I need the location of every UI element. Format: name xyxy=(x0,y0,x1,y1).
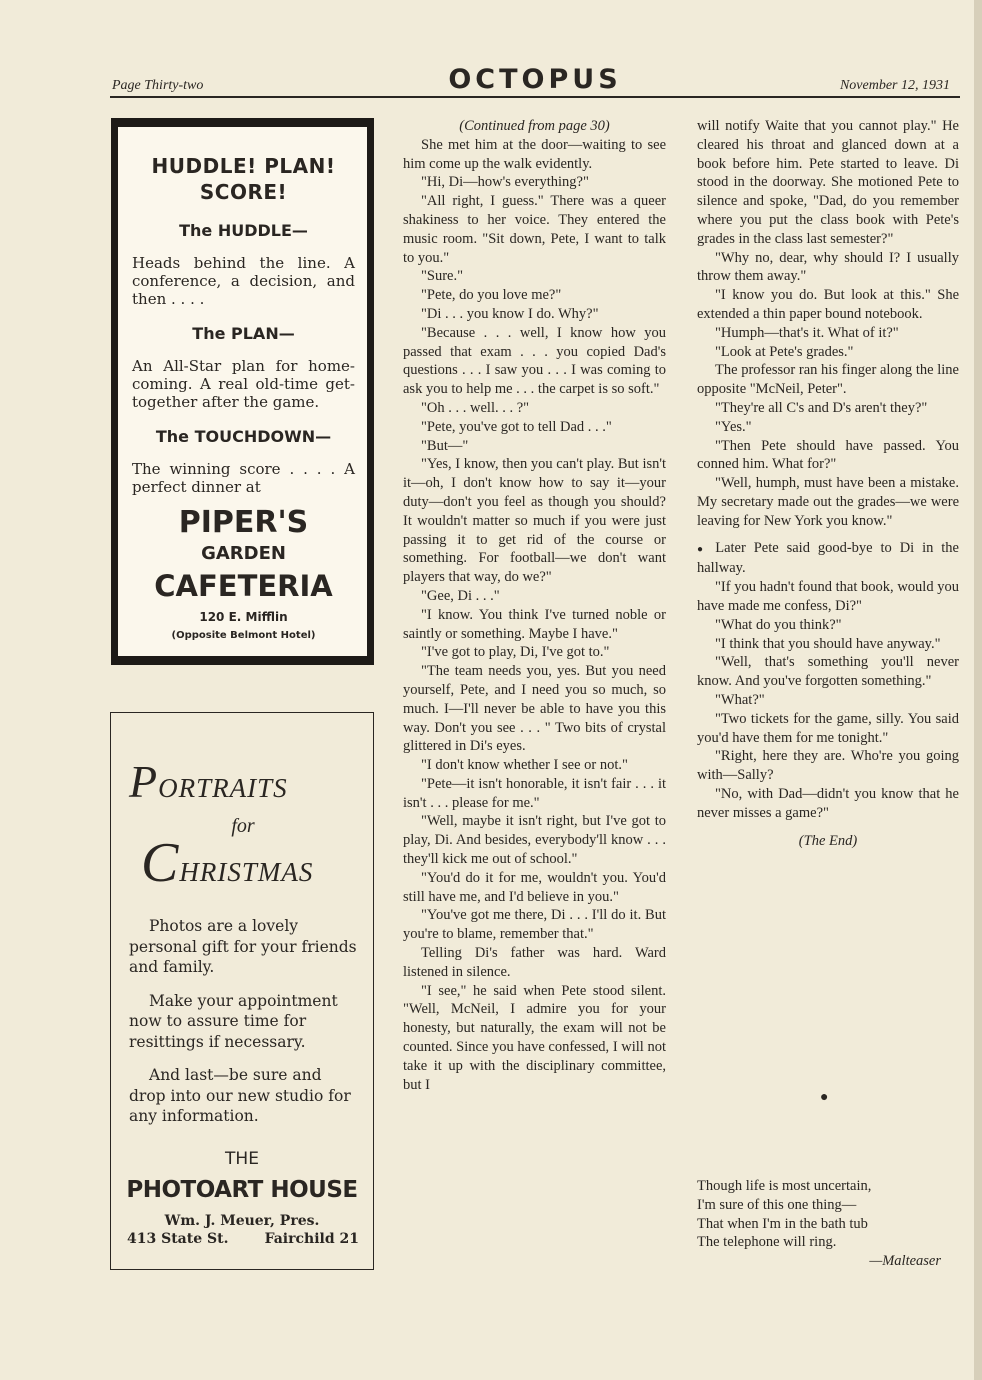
story-paragraph: "Hi, Di—how's everything?" xyxy=(421,174,589,191)
story-paragraph: "Why no, dear, why should I? I usually throw them away." xyxy=(697,249,959,285)
story-paragraph: "Because . . . well, I know how you passed that exam . . . you copied Dad's questions . . . I saw you . . . I was coming to ask you to help me . . . the carpet is so soft." xyxy=(403,324,666,398)
studio-phone: Fairchild 21 xyxy=(264,1231,359,1247)
story-paragraph: "Well, humph, must have been a mistake. My secretary made out the grades—we were leaving for New York you know." xyxy=(697,475,959,529)
story-paragraph: "I think that you should have anyway." xyxy=(715,635,941,652)
story-paragraph: "What do you think?" xyxy=(715,616,842,633)
story-paragraph: "I know. You think I've turned noble or saintly or something. Maybe I have." xyxy=(403,606,666,642)
issue-date: November 12, 1931 xyxy=(839,78,950,93)
story-paragraph: "Di . . . you know I do. Why?" xyxy=(421,305,599,322)
studio-address: 413 State St. xyxy=(127,1231,229,1247)
poem xyxy=(697,1177,959,1271)
story-paragraph: "Yes." xyxy=(715,418,752,435)
story-paragraph: The professor ran his finger along the line opposite "McNeil, Peter". xyxy=(697,362,959,398)
huddle-title: The HUDDLE— xyxy=(179,221,308,240)
bullet-icon: ● xyxy=(697,543,708,555)
page-number: Page Thirty-two xyxy=(112,78,204,93)
story-paragraph: "Pete, do you love me?" xyxy=(421,287,562,304)
poem-line: That when I'm in the bath tub xyxy=(697,1215,868,1232)
page-edge xyxy=(974,0,982,1380)
magazine-title: OCTOPUS xyxy=(448,64,622,95)
ad-paragraph-3: And last—be sure and drop into our new studio for any information. xyxy=(129,1066,351,1125)
poem-line: Though life is most uncertain, xyxy=(697,1178,872,1194)
story-paragraph: "Look at Pete's grades." xyxy=(715,343,854,360)
pipers-cafeteria-ad xyxy=(111,118,374,665)
studio-name: PHOTOART HOUSE xyxy=(126,1177,358,1203)
story-paragraph: "Then Pete should have passed. You conned him. What for?" xyxy=(697,437,959,473)
huddle-text: Heads behind the line. A conference, a decision, and then . . . . xyxy=(132,254,355,308)
story-paragraph: "I see," he said when Pete stood silent. "Well, McNeil, I admire you for your honesty, but naturally, the exam will not be counted. Since you have confessed, I will not take it up with the disciplinary committee, but I xyxy=(403,982,666,1093)
header-rule xyxy=(110,96,960,98)
story-paragraph: "But—" xyxy=(421,437,469,454)
christmas-rest: HRISTMAS xyxy=(179,857,314,887)
poem-line: I'm sure of this one thing— xyxy=(697,1196,857,1213)
story-paragraph: "I've got to play, Di, I've got to." xyxy=(421,644,610,661)
story-paragraph: "I know you do. But look at this." She extended a thin paper bound notebook. xyxy=(697,287,959,322)
ad-paragraph-1: Photos are a lovely personal gift for your friends and family. xyxy=(129,917,357,976)
story-paragraph: "Well, that's something you'll never know. And you've forgotten something." xyxy=(697,654,959,690)
portraits-rest: ORTRAITS xyxy=(158,773,288,803)
story-paragraph: "The team needs you, yes. But you need yourself, Pete, and I need you so much, so much. I—I'll never be able to have you this way. Don't you see . . . " Two bits of crystal glittered in Di's eyes. xyxy=(403,663,666,755)
restaurant-address: 120 E. Mifflin xyxy=(199,610,288,624)
divider-dot-icon: ● xyxy=(820,1090,829,1105)
story-paragraph: Telling Di's father was hard. Ward listened in silence. xyxy=(403,945,666,980)
for-word: for xyxy=(231,815,255,837)
restaurant-name-garden: GARDEN xyxy=(201,543,286,564)
touchdown-title: The TOUCHDOWN— xyxy=(155,427,332,446)
portraits-heading xyxy=(129,755,288,808)
ad-headline xyxy=(132,153,355,205)
story-paragraph: "Two tickets for the game, silly. You said you'd have them for me tonight." xyxy=(697,710,959,746)
bullet-paragraph-text: Later Pete said good-bye to Di in the hallway. xyxy=(697,539,959,577)
ad-paragraph-2: Make your appointment now to assure time for resittings if necessary. xyxy=(129,991,338,1051)
studio-president: Wm. J. Meuer, Pres. xyxy=(164,1213,320,1229)
story-paragraph: "Oh . . . well. . . ?" xyxy=(421,399,530,416)
story-paragraph: "Pete—it isn't honorable, it isn't fair . . . it isn't . . . please for me." xyxy=(403,775,666,811)
poem-line: The telephone will ring. xyxy=(697,1234,837,1251)
story-paragraph: She met him at the door—waiting to see him come up the walk evidently. xyxy=(403,136,666,172)
story-paragraph: "What?" xyxy=(715,691,765,708)
continued-note: (Continued from page 30) xyxy=(459,118,610,134)
restaurant-name-cafeteria: CAFETERIA xyxy=(154,569,333,603)
story-paragraph: "Right, here they are. Who're you going with—Sally? xyxy=(697,748,959,784)
story-paragraph: "You've got me there, Di . . . I'll do it. But you're to blame, remember that." xyxy=(403,907,666,943)
plan-text: An All-Star plan for home-coming. A real old-time get-together after the game. xyxy=(132,357,355,411)
restaurant-location-note: (Opposite Belmont Hotel) xyxy=(171,630,316,641)
portraits-initial: P xyxy=(129,756,159,807)
story-paragraph: "Well, maybe it isn't right, but I've got to play, Di. And besides, everybody'll know . . . they'll kick me out of school." xyxy=(403,813,666,868)
story-paragraph: "If you hadn't found that book, would you have made me confess, Di?" xyxy=(697,579,959,614)
story-column-middle xyxy=(403,117,666,1094)
restaurant-name: PIPER'S xyxy=(178,505,309,540)
story-paragraph: "Pete, you've got to tell Dad . . ." xyxy=(421,418,612,435)
story-paragraph: "No, with Dad—didn't you know that he never misses a game?" xyxy=(697,785,959,821)
story-paragraph: "You'd do it for me, wouldn't you. You'd still have me, and I'd believe in you." xyxy=(403,869,666,905)
story-paragraph: "Yes, I know, then you can't play. But isn't it—oh, I don't know how to say it—your duty—don't you feel as though you should? It wouldn't matter so much if you were just passing it to get rid of the course or something. For football—we don't want players that way, do we?" xyxy=(403,456,667,586)
section-break-paragraph xyxy=(697,539,959,579)
the-end: (The End) xyxy=(798,833,858,850)
studio-article: THE xyxy=(225,1149,259,1169)
story-paragraph: "Humph—that's it. What of it?" xyxy=(715,324,899,341)
touchdown-text: The winning score . . . . A perfect dinner at xyxy=(132,460,355,496)
story-paragraph: "They're all C's and D's aren't they?" xyxy=(715,399,928,416)
studio-contact xyxy=(127,1231,359,1247)
poem-attribution: —Malteaser xyxy=(869,1253,941,1270)
story-paragraph: will notify Waite that you cannot play." He cleared his throat and glanced down at a book before him. Pete started to leave. Di stood in the doorway. She motioned Pete to silence and spoke, "Dad, do you remember where you put the class book with Pete's grades in the class last semester?" xyxy=(697,118,959,247)
story-paragraph: "I don't know whether I see or not." xyxy=(421,757,628,774)
photoart-house-ad xyxy=(110,712,374,1270)
story-paragraph: "Gee, Di . . ." xyxy=(421,587,500,604)
ad-body xyxy=(129,916,357,1140)
plan-title: The PLAN— xyxy=(192,324,295,343)
story-column-right xyxy=(697,117,959,851)
christmas-heading xyxy=(141,831,313,895)
story-paragraph: "All right, I guess." There was a queer shakiness to her voice. They entered the music room. "Sit down, Pete, I want to talk to you." xyxy=(403,193,666,266)
christmas-initial: C xyxy=(141,832,180,894)
headline-line-1: HUDDLE! PLAN! xyxy=(151,154,336,178)
headline-line-2: SCORE! xyxy=(199,180,288,204)
story-paragraph: "Sure." xyxy=(421,268,464,285)
